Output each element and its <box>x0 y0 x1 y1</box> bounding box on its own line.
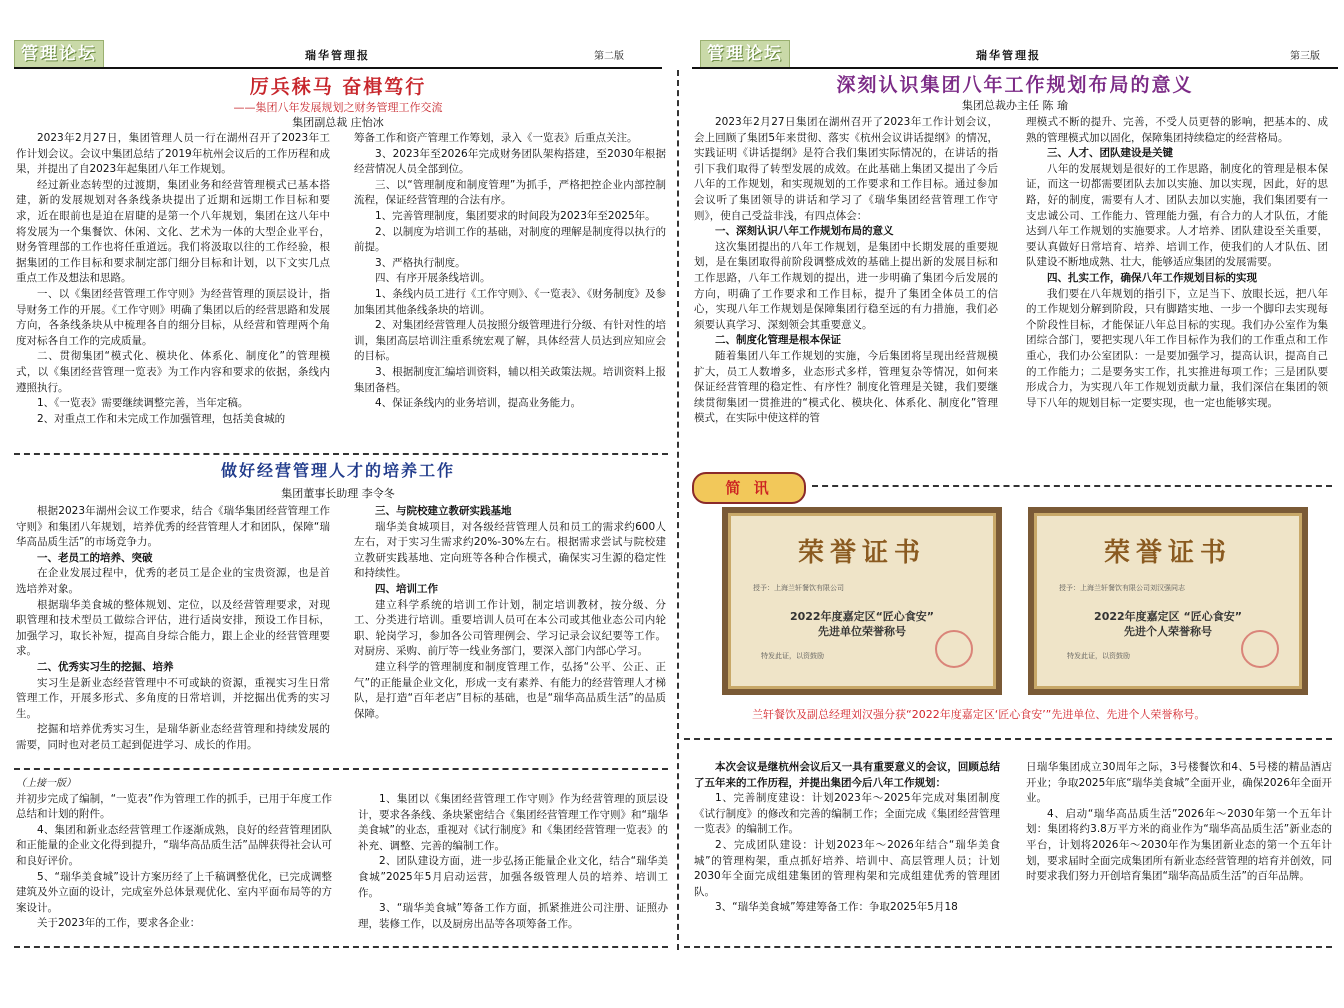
paragraph: 瑞华美食城项目，对各级经营管理人员和员工的需求约600人左右，对于实习生需求约20%-30%左右。根据需求尝试与院校建立教研实践基地、定向班等各种合作模式，确保实习生源的稳定性和持续性。 <box>354 520 666 580</box>
article1-column-1 <box>16 131 330 427</box>
certificate-body <box>1034 513 1302 689</box>
right-bottom-column-1 <box>694 760 1000 916</box>
right-article-column-2 <box>1026 115 1328 411</box>
paragraph: 我们要在八年规划的指引下，立足当下、放眼长远，把八年的工作规划分解到阶段，只有脚踏实地、一步一个脚印去实现每个阶段性目标，才能保证八年总目标的实现。我们办公室作为集团综合部门，要把实现八年工作目标作为我们的工作重点和工作重心，我们办公室团队：一是要加强学习，提高认识，提高自己的工作能力；二是要务实工作，扎实推进每项工作；三是团队要形成合力，为实现八年工作规划贡献力量，我们深信在集团的领导下八年的规划目标一定要实现，也一定也能够实现。 <box>1026 287 1328 409</box>
paragraph: 2、对重点工作和未完成工作加强管理，包括美食城的 <box>37 412 286 425</box>
paragraph: 三、以“管理制度和制度管理”为抓手，严格把控企业内部控制流程，保证经营管理的合法有序。 <box>354 178 666 207</box>
paragraph: 1、完善制度建设：计划2023年～2025年完成对集团制度《试行制度》的修改和完善的编制工作；全面完成《集团经营管理一览表》的编制工作。 <box>694 792 1000 836</box>
section-heading: 一、深刻认识八年工作规划布局的意义 <box>715 225 894 238</box>
paragraph: 建立科学的管理制度和制度管理工作，弘扬“公平、公正、正气”的正能量企业文化，形成一支有素养、有能力的经营管理人才梯队，是打造“百年老店”目标的基础，也是“瑞华高品质生活”的品质保障。 <box>354 660 666 720</box>
paragraph: 3、2023年至2026年完成财务团队架构搭建，至2030年根据经营情况人员全部到位。 <box>354 147 666 176</box>
certificate-title: 荣誉证书 <box>1103 538 1232 568</box>
paragraph: 理模式不断的提升、完善，不受人员更替的影响，把基本的、成熟的管理模式加以固化，保障集团持续稳定的经营格局。 <box>1026 116 1328 144</box>
paragraph: 1、集团以《集团经营管理工作守则》作为经营管理的顶层设计，要求各条线、条块紧密结合《集团经营管理工作守则》和“瑞华美食城”的业态，重视对《试行制度》和《集团经营管理一览表》的补充、调整、完善的编制工作。 <box>358 793 668 852</box>
certificate-award-line: 2022年度嘉定区 “匠心食安” <box>1094 610 1242 623</box>
right-banner: 管理论坛 <box>700 40 790 68</box>
article2-column-1 <box>16 504 330 754</box>
certificate-award-line: 2022年度嘉定区“匠心食安” <box>789 610 935 623</box>
bottom-divider <box>684 946 1332 948</box>
left-header-rule <box>14 67 662 69</box>
right-paper-name: 瑞华管理报 <box>976 49 1041 62</box>
paragraph: 1、条线内员工进行《工作守则》、《一览表》、《财务制度》及参加集团其他条线条块的培训。 <box>354 287 666 316</box>
certificate-award-line: 先进个人荣誉称号 <box>1124 625 1212 638</box>
section-heading: 三、与院校建立教研实践基地 <box>375 505 512 517</box>
bottom-divider <box>14 946 668 948</box>
article2-author: 集团董事长助理 李令冬 <box>281 487 395 500</box>
section-heading: 三、人才、团队建设是关键 <box>1047 147 1173 160</box>
paragraph: 4、保证条线内的业务培训，提高业务能力。 <box>375 397 582 410</box>
honor-certificate-unit <box>722 507 1002 695</box>
section-heading: 四、培训工作 <box>375 582 438 595</box>
paragraph: 2、完成团队建设：计划2023年～2026年结合“瑞华美食城”的管理构架，重点抓好培养、培训中、高层管理人员；计划2030年全面完成组建集团的管理构架和完成组建优秀的管理团队。 <box>694 838 1000 898</box>
certificate-recipient: 授予：上海兰轩餐饮有限公司 <box>753 584 844 592</box>
paragraph: 3、“瑞华美食城”筹备工作方面，抓紧推进公司注册、证照办理，装修工作，以及厨房出品等各项筹备工作。 <box>358 902 668 930</box>
paragraph: 这次集团提出的八年工作规划，是集团中长期发展的重要规划，是在集团取得前阶段调整成效的基础上提出新的发展目标和工作思路，八年工作规划的提出，进一步明确了集团今后发展的方向，明确了工作要求和工作目标，提升了集团全体员工的信心，实现八年工作规划是保障集团行稳至远的有力措施，我们必须要认真学习、深刻领会其重要意义。 <box>694 240 998 331</box>
paragraph: 一、以《集团经营管理工作守则》为经营管理的顶层设计，指导财务工作的开展。《工作守则》明确了集团以后的经营思路和发展方向，各条线条块从中梳理各自的细分目标，从经营和管理两个角度对标各自工作的完成质量。 <box>16 287 330 347</box>
article2-title: 做好经营管理人才的培养工作 <box>220 461 455 480</box>
paragraph: 3、严格执行制度。 <box>375 256 466 269</box>
paragraph: 随着集团八年工作规划的实施，今后集团将呈现出经营规模扩大，员工人数增多，业态形式多样，管理复杂等情况，如何来保证经营管理的稳定性、有序性？制度化管理是关键，我们要继续贯彻集团一贯推进的“模式化、模块化、体系化、制度化”管理模式，在实际中使这样的管 <box>694 349 998 425</box>
article1-title: 厉兵秣马 奋楫笃行 <box>249 76 427 98</box>
right-article-title: 深刻认识集团八年工作规划布局的意义 <box>836 74 1194 96</box>
paragraph: 挖掘和培养优秀实习生，是瑞华新业态经营管理和持续发展的需要，同时也对老员工起到促进学习、成长的作用。 <box>16 723 330 751</box>
continued-label: （上接一版） <box>16 778 76 789</box>
certificate-caption: 兰轩餐饮及副总经理刘汉强分获“2022年度嘉定区‘匠心食安’”先进单位、先进个人荣誉称号。 <box>752 708 1206 721</box>
section-heading: 二、优秀实习生的挖掘、培养 <box>37 660 174 673</box>
paragraph: 建立科学系统的培训工作计划，制定培训教材，按分级、分工、分类进行培训。重要培训人员可在本公司或其他业态公司内轮职、轮岗学习，参加各公司管理例会、学习记录会议纪要等工作。对厨房、采购、前厅等一线业务部门，要深入部门内部心学习。 <box>354 598 666 658</box>
certificate-award-line: 先进单位荣誉称号 <box>818 625 906 638</box>
paragraph: 本次会议是继杭州会议后又一具有重要意义的会议，回顾总结了五年来的工作历程，并提出集团今后八年工作规划： <box>694 761 1000 789</box>
official-seal-icon <box>1241 630 1279 668</box>
paragraph: 关于2023年的工作，要求各企业： <box>37 917 201 930</box>
paragraph: 1、完善管理制度，集团要求的时间段为2023年至2025年。 <box>375 209 656 222</box>
certificate-recipient: 授予：上海兰轩餐饮有限公司刘汉强同志 <box>1059 584 1185 592</box>
article2-column-2 <box>354 504 666 722</box>
official-seal-icon <box>935 630 973 668</box>
certificate-footer: 特发此证，以资鼓励 <box>1067 652 1130 660</box>
right-header-rule <box>692 67 1338 69</box>
honor-certificate-individual <box>1028 507 1308 695</box>
paragraph: 日瑞华集团成立30周年之际，3号楼餐饮和4、5号楼的精品酒店开业；争取2025年底“瑞华美食城”全面开业，确保2026年全面开业。 <box>1026 761 1332 805</box>
article1-subtitle: ——集团八年发展规划之财务管理工作交流 <box>233 101 443 114</box>
section-heading: 二、制度化管理是根本保证 <box>715 334 841 347</box>
right-article-column-1 <box>694 115 998 427</box>
paragraph: 3、根据制度汇编培训资料，辅以相关政策法规。培训资料上报集团备档。 <box>354 365 666 394</box>
paragraph: 根据2023年湖州会议工作要求，结合《瑞华集团经营管理工作守则》和集团八年规划，培养优秀的经营管理人才和团队，保障“瑞华高品质生活”的市场竞争力。 <box>16 505 330 549</box>
right-page-number: 第三版 <box>1290 51 1320 62</box>
right-article-author: 集团总裁办主任 陈 瑜 <box>962 99 1068 112</box>
certificate-body <box>728 513 996 689</box>
article1-author: 集团副总裁 庄怡冰 <box>292 116 384 129</box>
paragraph: 筹备工作和资产管理工作筹划，录入《一览表》后重点关注。 <box>354 132 638 144</box>
paragraph: 5、“瑞华美食城”设计方案历经了上千稿调整优化，已完成调整建筑及外立面的设计，完成室外总体景观优化、室内平面布局等的方案设计。 <box>16 870 332 914</box>
left-banner: 管理论坛 <box>14 40 104 68</box>
section-divider <box>14 453 668 455</box>
paragraph: 四、有序开展条线培训。 <box>375 272 491 285</box>
left-page-number: 第二版 <box>594 51 624 62</box>
paragraph: 2、以制度为培训工作的基础，对制度的理解是制度得以执行的前提。 <box>354 225 666 254</box>
paragraph: 并初步完成了编制，“一览表”作为管理工作的抓手，已用于年度工作总结和计划的附件。 <box>16 792 332 821</box>
continued-column-2 <box>358 792 668 932</box>
paragraph: 2023年2月27日，集团管理人员一行在湖州召开了2023年工作计划会议。会议中集团总结了2019年杭州会议后的工作历程和成果，并提出了自2023年起集团八年工作规划。 <box>16 132 330 176</box>
certificate-footer: 特发此证，以资鼓励 <box>761 652 824 660</box>
paragraph: 4、启动“瑞华高品质生活”2026年～2030年第一个五年计划：集团将约3.8万平方米的商业作为“瑞华高品质生活”新业态的平台，计划将2026年～2030年作为集团新业态的第一个五年计划，要求届时全面完成集团所有新业态经营管理的培育并创效，同时要求我们努力开创培育集团“瑞华高品质生活”的百年品牌。 <box>1026 807 1332 883</box>
brief-divider <box>812 485 1332 487</box>
paragraph: 2023年2月27日集团在湖州召开了2023年工作计划会议，会上回顾了集团5年来贯彻、落实《杭州会议讲话提纲》的情况，实践证明《讲话提纲》是符合我们集团实际情况的，在讲话的指引下我们取得了转型发展的成效。在此基础上集团又提出了今后八年的工作规划，和实现规划的工作要求和工作目标。通过参加会议听了集团领导的讲话和学习了《瑞华集团经营管理工作守则》，使自己受益非浅，有四点体会： <box>694 116 998 222</box>
paragraph: 2、对集团经营管理人员按照分级管理进行分级、有针对性的培训，集团高层培训注重系统宏观了解，具体经营人员达到应知应会的目标。 <box>354 319 666 363</box>
paragraph: 1、《一览表》需要继续调整完善，当年定稿。 <box>37 397 249 410</box>
paragraph: 2、团队建设方面，进一步弘扬正能量企业文化，结合“瑞华美食城”2025年5月启动运营，加强各级管理人员的培养、培训工作。 <box>358 855 668 899</box>
section-heading: 四、扎实工作，确保八年工作规划目标的实现 <box>1047 271 1257 284</box>
paragraph: 在企业发展过程中，优秀的老员工是企业的宝贵资源，也是首选培养对象。 <box>16 567 330 595</box>
paragraph: 根据瑞华美食城的整体规划、定位，以及经营管理要求，对现职管理和技术型员工做综合评估，进行适岗安排，预设工作目标，加强学习，取长补短，提高自身综合能力，跟上企业的经营管理要求。 <box>16 598 330 658</box>
paragraph: 二、贯彻集团“模式化、模块化、体系化、制度化”的管理模式，以《集团经营管理一览表》为工作内容和要求的依据，条线内遵照执行。 <box>16 350 330 394</box>
continued-column-1 <box>16 776 332 932</box>
paragraph: 4、集团和新业态经营管理工作逐渐成熟，良好的经营管理团队和正能量的企业文化得到提升，“瑞华高品质生活”品牌获得社会认可和良好评价。 <box>16 823 332 867</box>
section-divider <box>684 738 1332 740</box>
left-paper-name: 瑞华管理报 <box>305 49 370 62</box>
paragraph: 八年的发展规划是很好的工作思路，制度化的管理是根本保证，而这一切都需要团队去加以实施、加以实现，因此，好的思路，好的制度，需要有人才、团队去加以实施，我们集团要有一支忠诚公司、工作能力、管理能力强，有合力的人才队伍，才能达到八年工作规划的实施要求。人才培养、团队建设至关重要，要认真做好日常培育、培养、培训工作，使我们的人才队伍、团队建设不断地成熟、壮大，能够适应集团的发展需要。 <box>1026 162 1328 269</box>
certificate-title: 荣誉证书 <box>797 538 926 568</box>
article1-column-2 <box>354 131 666 412</box>
paragraph: 实习生是新业态经营管理中不可或缺的资源，重视实习生日常管理工作，开展多形式、多角度的日常培训，并挖掘出优秀的实习生。 <box>16 676 330 720</box>
right-bottom-column-2 <box>1026 760 1332 885</box>
section-heading: 一、老员工的培养、突破 <box>37 551 153 564</box>
paragraph: 经过新业态转型的过渡期，集团业务和经营管理模式已基本搭建，新的发展规划对各条线条块提出了近期和远期工作目标和要求，近在眼前也是迫在眉睫的是第一个八年规划，集团在这八年中将发展为一个集餐饮、休闲、文化、艺术为一体的大型企业平台，财务管理部的工作也将任重道远。我们将汲取以往的工作经验，根据集团的工作目标和要求制定部门细分目标和计划，以下文实几点重点工作及想法和思路。 <box>16 178 330 285</box>
brief-news-tag: 简 讯 <box>692 472 806 504</box>
section-divider <box>14 768 668 770</box>
paragraph: 3、“瑞华美食城”筹建筹备工作：争取2025年5月18 <box>715 901 958 914</box>
